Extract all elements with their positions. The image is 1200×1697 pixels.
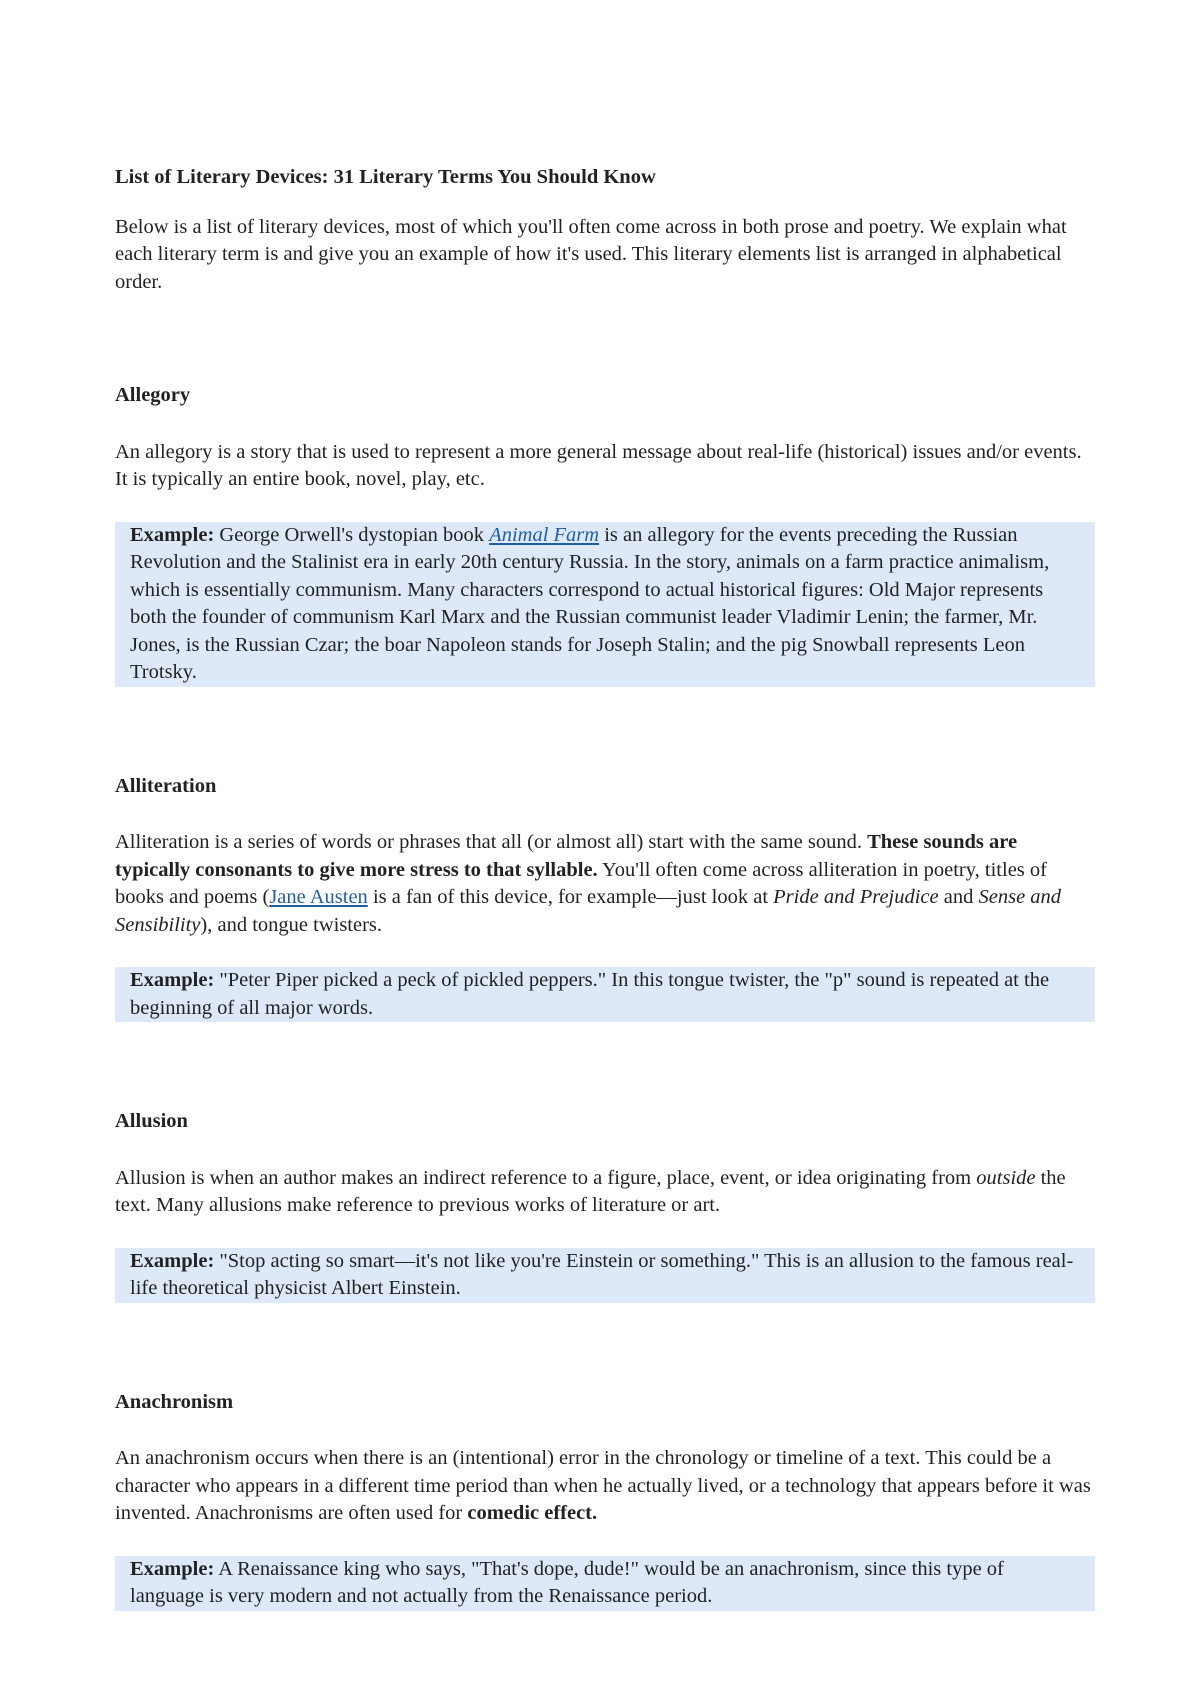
example-text: "Peter Piper picked a peck of pickled peppers." In this tongue twister, the "p" sound is repeated at the beginning of all major words. bbox=[130, 969, 1050, 1019]
term-heading-anachronism: Anachronism bbox=[115, 1390, 234, 1413]
example-label: Example: bbox=[130, 969, 215, 991]
definition-text: Alliteration is a series of words or phrases that all (or almost all) start with the same sound. bbox=[115, 831, 868, 853]
book-title-italic: Sense and Sensibility bbox=[115, 886, 1062, 936]
definition-bold-text: comedic effect. bbox=[467, 1502, 598, 1524]
example-label: Example: bbox=[130, 1249, 215, 1272]
jane-austen-link[interactable]: Jane Austen bbox=[269, 886, 368, 908]
example-box-anachronism bbox=[115, 1556, 1095, 1611]
term-heading-alliteration: Alliteration bbox=[115, 774, 217, 797]
definition-text: is a fan of this device, for example—just look at bbox=[367, 886, 774, 908]
term-heading-allusion: Allusion bbox=[115, 1110, 188, 1132]
definition-allusion bbox=[115, 1165, 1095, 1220]
definition-text: Allusion is when an author makes an indirect reference to a figure, place, event, or idea originating from bbox=[115, 1166, 977, 1189]
animal-farm-link[interactable] bbox=[489, 524, 599, 546]
example-text: "Stop acting so smart—it's not like you're Einstein or something." This is an allusion to the famous real-life theoretical physicist Albert Einstein. bbox=[130, 1249, 1074, 1299]
definition-text: An anachronism occurs when there is an (intentional) error in the chronology or timeline of a text. This could be a character who appears in a different time period than when he actually lived, or a technology that appears before it was invented. Anachronisms are often used for bbox=[115, 1447, 1091, 1524]
book-title-italic: Pride and Prejudice bbox=[773, 886, 939, 908]
example-text: is an allegory for the events preceding the Russian Revolution and the Stalinist era in early 20th century Russia. In the story, animals on a farm practice animalism, which is essentially communism. Many characters correspond to actual historical figures: Old Major represents both the founder of communism Karl Marx and the Russian communist leader Vladimir Lenin; the farmer, Mr. Jones, is the Russian Czar; the boar Napoleon stands for Joseph Stalin; and the pig Snowball represents Leon Trotsky. bbox=[130, 523, 1050, 683]
term-heading-allegory: Allegory bbox=[115, 384, 191, 406]
example-box-alliteration bbox=[115, 967, 1095, 1022]
animal-farm-link-text: Animal Farm bbox=[489, 523, 600, 546]
definition-alliteration bbox=[115, 829, 1095, 939]
document-title: List of Literary Devices: 31 Literary Terms You Should Know bbox=[115, 166, 656, 188]
definition-bold-text: These sounds are typically consonants to give more stress to that syllable. bbox=[115, 831, 1018, 881]
example-text: A Renaissance king who says, "That's dope, dude!" would be an anachronism, since this type of language is very modern and not actually from the Renaissance period. bbox=[130, 1557, 1004, 1607]
definition-allegory: An allegory is a story that is used to represent a more general message about real-life (historical) issues and/or events. It is typically an entire book, novel, play, etc. bbox=[115, 440, 1082, 490]
definition-italic-text: outside bbox=[976, 1166, 1036, 1189]
definition-text: You'll often come across alliteration in poetry, titles of books and poems ( bbox=[115, 858, 1047, 908]
definition-anachronism bbox=[115, 1445, 1095, 1528]
definition-text: and bbox=[938, 886, 979, 908]
definition-text: the text. Many allusions make reference to previous works of literature or art. bbox=[115, 1166, 1066, 1216]
example-label: Example: bbox=[130, 523, 215, 546]
definition-text: ), and tongue twisters. bbox=[200, 913, 383, 936]
example-label: Example: bbox=[130, 1557, 215, 1580]
example-box-allusion bbox=[115, 1248, 1095, 1303]
document-page bbox=[115, 164, 1095, 1611]
example-box-allegory bbox=[115, 522, 1095, 687]
example-text: George Orwell's dystopian book bbox=[214, 523, 490, 546]
intro-paragraph: Below is a list of literary devices, most of which you'll often come across in both prose and poetry. We explain what each literary term is and give you an example of how it's used. This literary elements list is arranged in alphabetical order. bbox=[115, 215, 1067, 293]
